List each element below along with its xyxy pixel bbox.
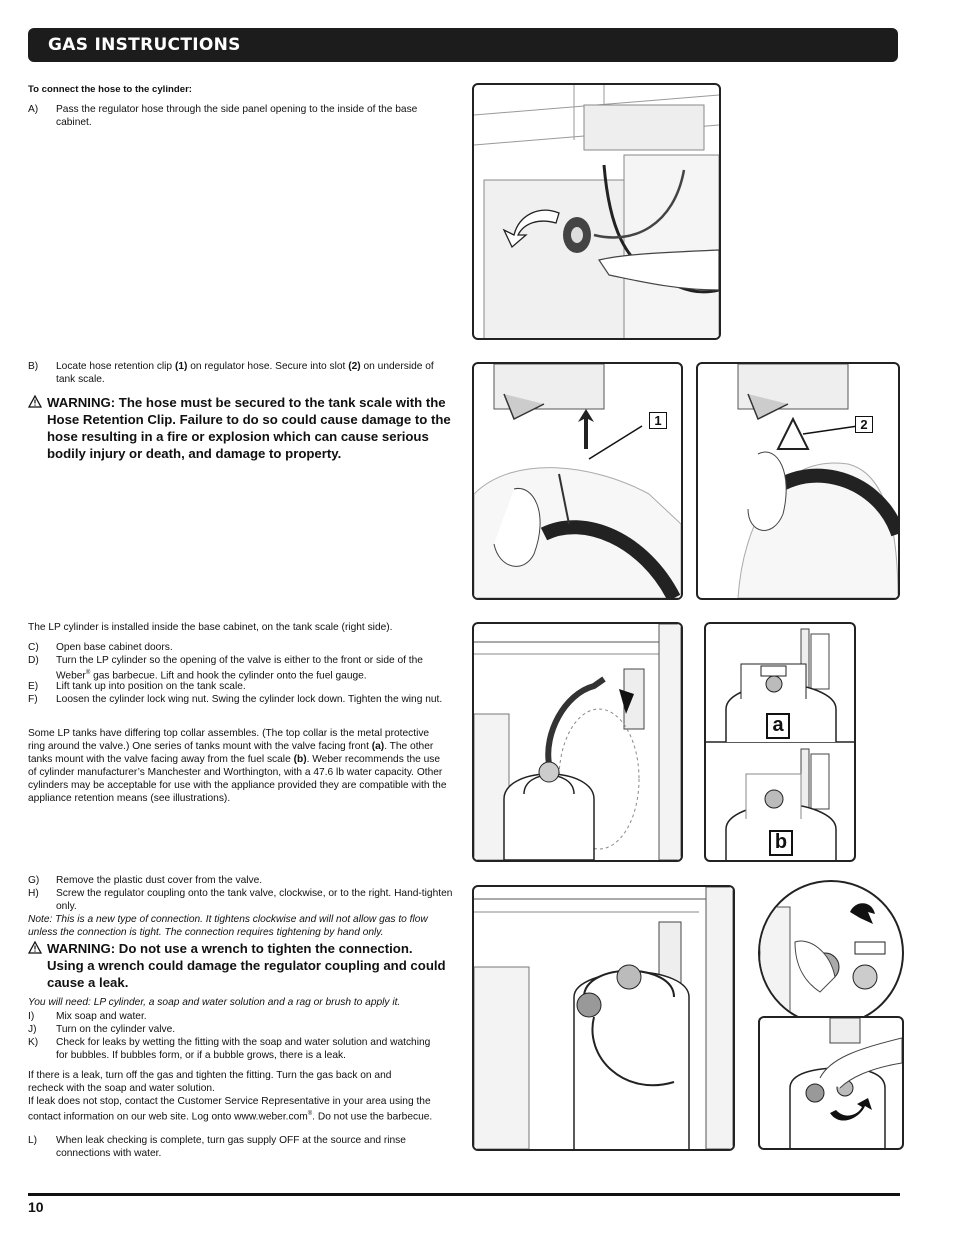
step-label: G)	[28, 875, 40, 886]
warning-triangle-icon	[28, 395, 42, 408]
step-label: D)	[28, 655, 39, 666]
step-text: Check for leaks by wetting the fitting with the soap and water solution and watching for bubbles. If bubbles form, or if a bubble grows, there is a leak.	[56, 1037, 431, 1061]
page-title: GAS INSTRUCTIONS	[48, 35, 241, 55]
label-b: b	[769, 830, 793, 856]
figure-regulator-connect	[472, 885, 735, 1151]
hose-connect-heading: To connect the hose to the cylinder:	[28, 84, 192, 95]
connection-note: Note: This is a new type of connection. It tightens clockwise and will not allow gas to flow unless the connection is tight. The connection requires tightening by hand only.	[28, 914, 428, 938]
step-text: Pass the regulator hose through the side panel opening to the inside of the base cabinet.	[56, 104, 418, 128]
step-k	[28, 1036, 453, 1062]
step-text: Remove the plastic dust cover from the valve.	[56, 875, 263, 886]
leak-paragraph-1: If there is a leak, turn off the gas and tighten the fitting. Turn the gas back on and recheck with the soap and water solution.	[28, 1070, 392, 1094]
step-label: B)	[28, 361, 39, 372]
step-h	[28, 887, 453, 913]
warning-triangle-icon	[28, 941, 42, 954]
step-label: I)	[28, 1011, 35, 1022]
step-text: Turn on the cylinder valve.	[56, 1024, 176, 1035]
figure-detail-circle	[758, 880, 904, 1026]
you-will-need: You will need: LP cylinder, a soap and water solution and a rag or brush to apply it.	[28, 997, 401, 1008]
step-l	[28, 1134, 453, 1160]
step-label: F)	[28, 694, 38, 705]
callout-2-label: 2	[855, 416, 873, 433]
step-f	[28, 693, 453, 719]
figure-tank-valve-types	[704, 622, 856, 862]
step-label: J)	[28, 1024, 37, 1035]
lp-cylinder-intro: The LP cylinder is installed inside the base cabinet, on the tank scale (right side).	[28, 622, 393, 633]
step-text: Mix soap and water.	[56, 1011, 147, 1022]
step-text: Turn the LP cylinder so the opening of the valve is either to the front or side of the Weber® gas barbecue. Lift and hook the cylinder onto the fuel gauge.	[56, 655, 423, 682]
figure-cylinder-install	[472, 622, 683, 862]
figure-hose-clip	[472, 362, 683, 600]
step-label: C)	[28, 642, 39, 653]
step-label: A)	[28, 104, 39, 115]
figure-leak-check	[758, 1016, 904, 1150]
warning-text: WARNING: Do not use a wrench to tighten the connection. Using a wrench could damage the regulator coupling and could cause a leak.	[47, 941, 446, 990]
step-text: Locate hose retention clip (1) on regulator hose. Secure into slot (2) on underside of tank scale.	[56, 361, 434, 385]
section-header-bar	[28, 28, 898, 62]
step-label: K)	[28, 1037, 39, 1048]
step-label: E)	[28, 681, 39, 692]
step-text: When leak checking is complete, turn gas supply OFF at the source and rinse connections with water.	[56, 1135, 406, 1159]
footer-rule	[28, 1193, 900, 1196]
warning-text: WARNING: The hose must be secured to the tank scale with the Hose Retention Clip. Failure to do so could cause damage to the hose resulting in a fire or explosion which can cause serious bodily injury or death, and damage to property.	[47, 395, 451, 461]
leak-paragraph-2: If leak does not stop, contact the Customer Service Representative in your area using the contact information on our web site. Log onto www.weber.com®. Do not use the barbecue.	[28, 1096, 433, 1123]
callout-1-label: 1	[649, 412, 667, 429]
step-text: Open base cabinet doors.	[56, 642, 173, 653]
step-label: L)	[28, 1135, 38, 1146]
top-collar-paragraph: Some LP tanks have differing top collar assembles. (The top collar is the metal protective ring around the valve.) One series of tanks mount with the valve facing front (a). The other tanks mount with the valve facing away from the fuel scale (b). Weber recommends the use of cylinder manufacturer’s Manchester and Worthington, with a 47.6 lb water capacity. Other cylinders may be acceptable for use with the appliance provided they are compatible with the appliance retention means (see illustrations).	[28, 728, 447, 804]
step-text: Loosen the cylinder lock wing nut. Swing the cylinder lock down. Tighten the wing nut.	[56, 694, 443, 705]
label-a: a	[766, 713, 790, 739]
figure-hose-through-panel	[472, 83, 721, 340]
step-text: Screw the regulator coupling onto the tank valve, clockwise, or to the right. Hand-tighten only.	[56, 888, 453, 912]
step-text: Lift tank up into position on the tank scale.	[56, 681, 246, 692]
page-number: 10	[28, 1199, 44, 1215]
step-label: H)	[28, 888, 39, 899]
figure-hose-slot	[696, 362, 900, 600]
step-d	[28, 654, 453, 680]
